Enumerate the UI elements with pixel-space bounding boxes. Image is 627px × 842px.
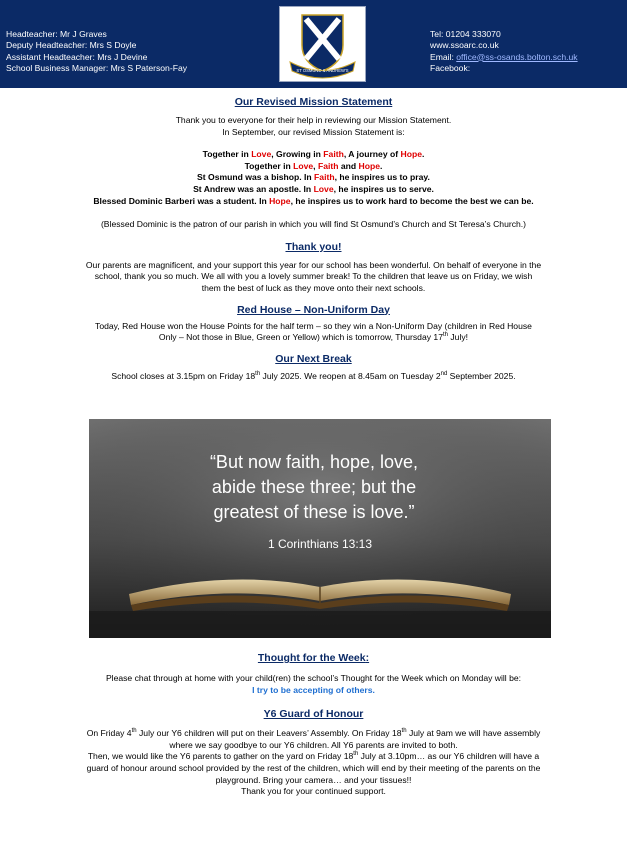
facebook-label: Facebook: [430, 62, 471, 73]
email-link[interactable]: office@ss-osands.bolton.sch.uk [456, 51, 578, 62]
headteacher-line: Headteacher: Mr J Graves [6, 29, 107, 39]
mission-title: Our Revised Mission Statement [234, 96, 393, 108]
school-logo [279, 6, 366, 82]
y6-line-3: Then, we would like the Y6 parents to gather on the yard on Friday 18th July at 3.10pm… as our Y6 children will have a [87, 751, 540, 762]
y6-line-1: On Friday 4th July our Y6 children will put on their Leavers’ Assembly. On Friday 18th July at 9am we will have assembly [86, 728, 541, 739]
y6-line-2: where we say goodbye to our Y6 children. All Y6 parents are invited to both. [169, 739, 458, 750]
thought-title: Thought for the Week: [257, 652, 370, 664]
email-label: Email: [430, 51, 454, 62]
thanks-line-3: them the best of luck as they move onto their next schools. [201, 282, 426, 293]
contact-info [430, 29, 578, 74]
mission-intro-2: In September, our revised Mission Statement is: [222, 126, 405, 137]
thought-of-week: I try to be accepting of others. [252, 684, 375, 695]
telephone: Tel: 01204 333070 [430, 29, 501, 39]
mission-line-1: Together in Love, Growing in Faith, A journey of Hope. [202, 149, 425, 160]
verse-line-2: abide these three; but the [211, 477, 417, 497]
thought-line-1: Please chat through at home with your child(ren) the school’s Thought for the Week which on Monday will be: [105, 673, 522, 683]
verse-reference: 1 Corinthians 13:13 [267, 537, 373, 551]
deputy-headteacher-line: Deputy Headteacher: Mrs S Doyle [6, 40, 137, 51]
lower-content [0, 652, 627, 798]
redhouse-line-1: Today, Red House won the House Points for the half term – so they win a Non-Uniform Day (children in Red House [95, 320, 532, 331]
mission-line-2: Together in Love, Faith and Hope. [244, 160, 383, 171]
newsletter-header [0, 0, 627, 88]
mission-line-3: St Osmund was a bishop. In Faith, he inspires us to pray. [197, 172, 430, 183]
mission-line-4: St Andrew was an apostle. In Love, he inspires us to serve. [193, 183, 434, 194]
mission-intro-1: Thank you to everyone for their help in reviewing our Mission Statement. [175, 115, 452, 125]
thanks-line-2: school, thank you so much. We all with you a lovely summer break! To the children that leave us on Friday, we wish [94, 271, 533, 282]
open-bible-photo [89, 419, 551, 638]
mission-line-5: Blessed Dominic Barberi was a student. In Hope, he inspires us to work hard to become the best we can be. [93, 195, 534, 206]
business-manager-line: School Business Manager: Mrs S Paterson-Fay [6, 62, 188, 73]
y6-title: Y6 Guard of Honour [263, 708, 364, 721]
y6-line-5: playground. Bring your camera… and your tissues!! [215, 774, 412, 785]
school-crest-icon [280, 7, 365, 81]
thanks-line-1: Our parents are magnificent, and your support this year for our school has been wonderful. On behalf of everyone in the [85, 259, 542, 270]
website-link[interactable]: www.ssoarc.co.uk [430, 40, 499, 51]
assistant-headteacher-line: Assistant Headteacher: Mrs J Devine [6, 51, 148, 62]
email-row [430, 52, 578, 63]
bible-verse-image [89, 419, 551, 638]
newsletter-body [0, 90, 627, 382]
verse-line-1: “But now faith, hope, love, [209, 452, 419, 472]
staff-list [6, 29, 187, 74]
verse-line-3: greatest of these is love.” [213, 502, 415, 522]
nextbreak-line: School closes at 3.15pm on Friday 18th July 2025. We reopen at 8.45am on Tuesday 2nd September 2025. [111, 370, 516, 381]
redhouse-line-2: Only – Not those in Blue, Green or Yellow) which is tomorrow, Thursday 17th July! [158, 332, 469, 343]
redhouse-title: Red House – Non-Uniform Day [237, 303, 390, 316]
mission-note: (Blessed Dominic is the patron of our parish in which you will find St Osmund’s Church and St Teresa’s Church.) [100, 219, 527, 230]
y6-line-4: guard of honour around school provided by the rest of the children, which will end by their meeting of the parents on the [86, 762, 541, 773]
nextbreak-title: Our Next Break [275, 352, 352, 365]
y6-line-6: Thank you for your continued support. [241, 786, 386, 797]
svg-text:ST OSMUND & ANDREW'S: ST OSMUND & ANDREW'S [296, 68, 349, 73]
thanks-title: Thank you! [285, 240, 342, 253]
